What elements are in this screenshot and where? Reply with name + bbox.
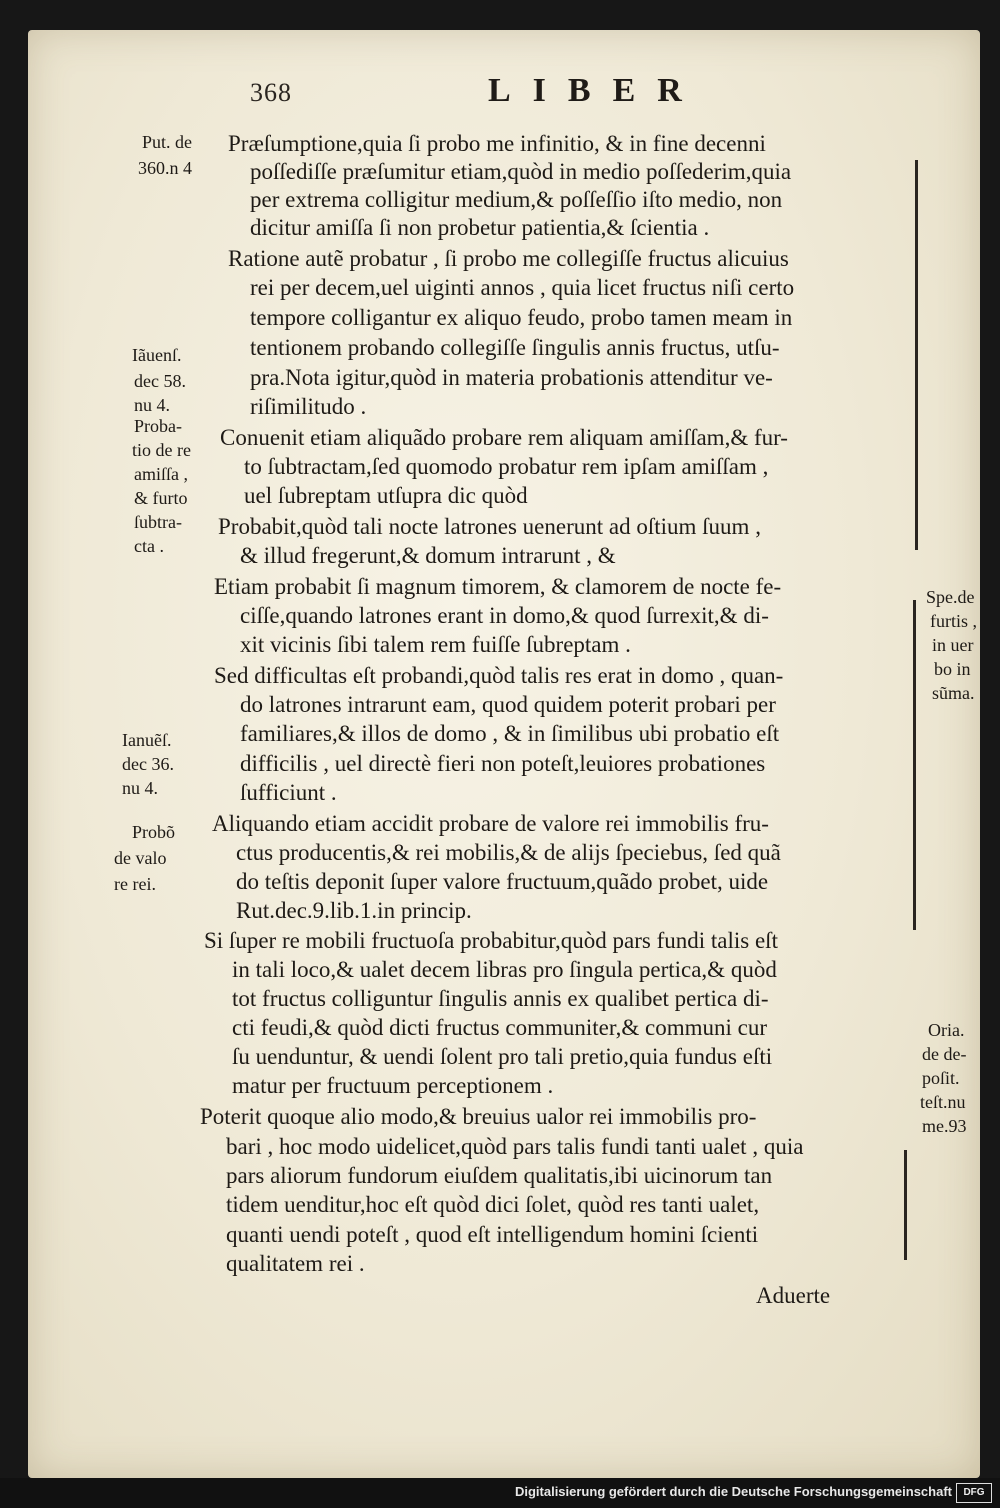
text-line: pra.Nota igitur,quòd in materia probationis attenditur ve- bbox=[250, 365, 773, 390]
text-line: cti feudi,& quòd dicti fructus communiter,& communi cur bbox=[232, 1015, 767, 1040]
margin-note-right: bo in bbox=[934, 659, 971, 679]
text-line: do latrones intrarunt eam, quod quidem poterit probari per bbox=[240, 692, 776, 717]
text-line: Si ſuper re mobili fructuoſa probabitur,quòd pars fundi talis eſt bbox=[204, 928, 778, 953]
margin-note-right: Oria. bbox=[928, 1020, 965, 1040]
text-line: Conuenit etiam aliquãdo probare rem aliquam amiſſam,& fur- bbox=[220, 425, 788, 450]
margin-note-left: 360.n 4 bbox=[138, 158, 192, 178]
running-head: LIBER bbox=[488, 72, 704, 109]
text-line: Ratione autẽ probatur , ſi probo me collegiſſe fructus alicuius bbox=[228, 246, 789, 271]
margin-note-left: de valo bbox=[114, 848, 167, 868]
text-line: matur per fructuum perceptionem . bbox=[232, 1073, 554, 1098]
text-line: pars aliorum fundorum eiuſdem qualitatis,ibi uicinorum tan bbox=[226, 1163, 773, 1188]
text-line: quanti uendi poteſt , quod eſt intelligendum homini ſcienti bbox=[226, 1222, 759, 1247]
margin-note-right: furtis , bbox=[930, 611, 977, 631]
margin-note-left: nu 4. bbox=[134, 395, 170, 415]
margin-note-right: Spe.de bbox=[926, 587, 975, 607]
margin-note-left: Ianuẽſ. bbox=[122, 730, 172, 750]
text-line: ſu uenduntur, & uendi ſolent pro tali pretio,quia fundus eſti bbox=[232, 1044, 773, 1069]
margin-note-left: Proba- bbox=[134, 416, 182, 436]
text-line: ctus producentis,& rei mobilis,& de alijs ſpeciebus, ſed quã bbox=[236, 840, 781, 865]
margin-note-right: poſit. bbox=[922, 1068, 960, 1088]
margin-note-left: Iãuenſ. bbox=[132, 345, 182, 365]
footer-credit: Digitalisierung gefördert durch die Deutsche Forschungsgemeinschaft bbox=[514, 1484, 952, 1499]
margin-note-right: in uer bbox=[932, 635, 974, 655]
text-line: tempore colligantur ex aliquo feudo, probo tamen meam in bbox=[250, 305, 793, 330]
text-line: tentionem probando collegiſſe ſingulis annis fructus, utſu- bbox=[250, 335, 780, 360]
text-line: to ſubtractam,ſed quomodo probatur rem ipſam amiſſam , bbox=[244, 454, 769, 479]
text-line: difficilis , uel directè fieri non poteſt,leuiores probationes bbox=[240, 751, 766, 776]
text-line: ciſſe,quando latrones erant in domo,& quod ſurrexit,& di- bbox=[240, 603, 769, 628]
text-line: tidem uenditur,hoc eſt quòd dici ſolet, quòd res tanti ualet, bbox=[226, 1192, 760, 1217]
text-line: riſimilitudo . bbox=[250, 394, 367, 419]
margin-bracket bbox=[913, 600, 916, 930]
margin-note-right: sũma. bbox=[932, 683, 975, 703]
margin-note-left: dec 58. bbox=[134, 371, 186, 391]
text-line: Aliquando etiam accidit probare de valore rei immobilis fru- bbox=[212, 811, 769, 836]
text-line: xit vicinis ſibi talem rem fuiſſe ſubreptam . bbox=[240, 632, 631, 657]
text-line: bari , hoc modo uidelicet,quòd pars talis fundi tanti ualet , quia bbox=[226, 1134, 804, 1159]
text-line: Præſumptione,quia ſi probo me infinitio, & in fine decenni bbox=[228, 131, 766, 156]
text-line: uel ſubreptam utſupra dic quòd bbox=[244, 483, 528, 508]
dfg-logo: DFG bbox=[956, 1483, 992, 1503]
text-line: Etiam probabit ſi magnum timorem, & clamorem de nocte fe- bbox=[214, 574, 782, 599]
text-line: Sed difficultas eſt probandi,quòd talis res erat in domo , quan- bbox=[214, 663, 784, 688]
margin-note-left: amiſſa , bbox=[134, 464, 188, 484]
margin-note-left: re rei. bbox=[114, 874, 156, 894]
footer-bar bbox=[0, 1478, 1000, 1508]
margin-note-left: tio de re bbox=[132, 440, 191, 460]
margin-note-left: cta . bbox=[134, 536, 164, 556]
text-line: do teſtis deponit ſuper valore fructuum,quãdo probet, uide bbox=[236, 869, 769, 894]
margin-note-left: Probõ bbox=[132, 822, 176, 842]
text-line: familiares,& illos de domo , & in ſimilibus ubi probatio eſt bbox=[240, 721, 780, 746]
text-line: qualitatem rei . bbox=[226, 1251, 365, 1276]
margin-note-left: ſubtra- bbox=[134, 512, 182, 532]
text-line: poſſediſſe præſumitur etiam,quòd in medio poſſederim,quia bbox=[250, 159, 792, 184]
text-line: tot fructus colliguntur ſingulis annis ex qualibet pertica di- bbox=[232, 986, 769, 1011]
text-line: Poterit quoque alio modo,& breuius ualor rei immobilis pro- bbox=[200, 1104, 757, 1129]
margin-note-right: de de- bbox=[922, 1044, 967, 1064]
text-line: per extrema colligitur medium,& poſſeſſio iſto medio, non bbox=[250, 187, 783, 212]
text-line: rei per decem,uel uiginti annos , quia licet fructus niſi certo bbox=[250, 275, 795, 300]
margin-note-left: nu 4. bbox=[122, 778, 158, 798]
margin-bracket bbox=[915, 160, 918, 550]
catchword: Aduerte bbox=[756, 1283, 831, 1308]
margin-bracket bbox=[904, 1150, 907, 1260]
text-line: Probabit,quòd tali nocte latrones uenerunt ad oſtium ſuum , bbox=[218, 514, 761, 539]
margin-note-left: & furto bbox=[134, 488, 188, 508]
text-line: & illud fregerunt,& domum intrarunt , & bbox=[240, 543, 616, 568]
text-line: dicitur amiſſa ſi non probetur patientia,& ſcientia . bbox=[250, 215, 710, 240]
margin-note-right: me.93 bbox=[922, 1116, 967, 1136]
text-line: ſufficiunt . bbox=[240, 780, 337, 805]
text-line: in tali loco,& ualet decem libras pro ſingula pertica,& quòd bbox=[232, 957, 777, 982]
page-number: 368 bbox=[250, 78, 292, 107]
text-line: Rut.dec.9.lib.1.in princip. bbox=[236, 898, 472, 923]
margin-note-left: dec 36. bbox=[122, 754, 174, 774]
margin-note-right: teſt.nu bbox=[920, 1092, 966, 1112]
margin-note-left: Put. de bbox=[142, 132, 193, 152]
